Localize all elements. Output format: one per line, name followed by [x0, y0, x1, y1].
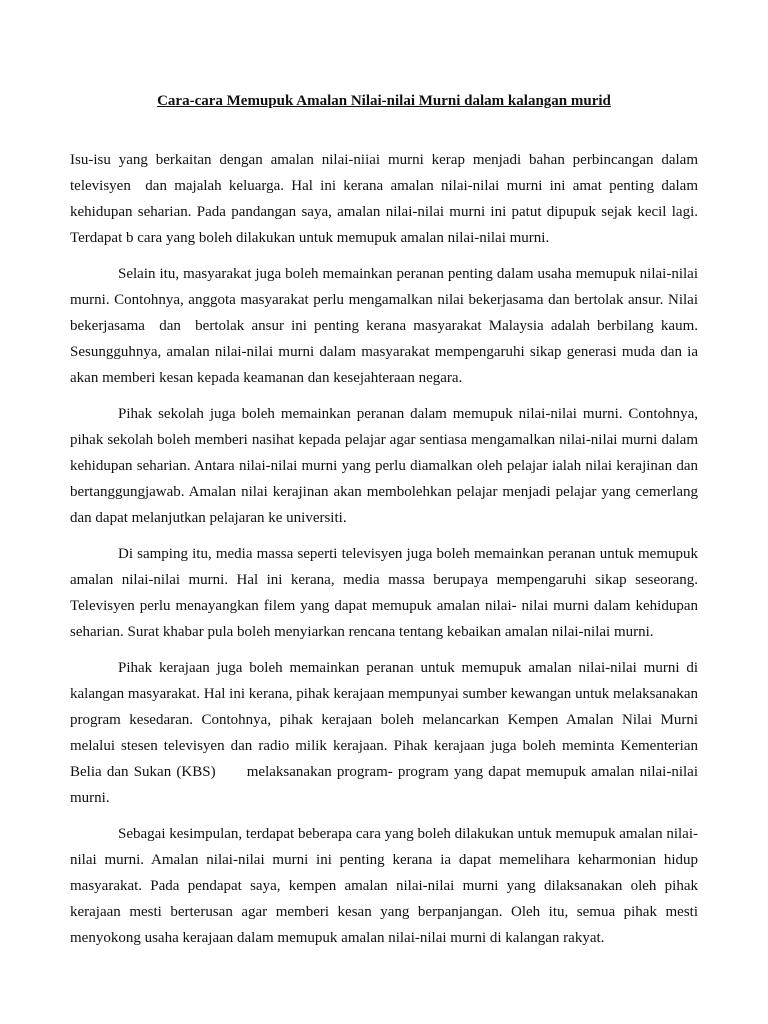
document-title: Cara-cara Memupuk Amalan Nilai-nilai Murni dalam kalangan murid — [157, 93, 611, 109]
paragraph-media-massa: Di samping itu, media massa seperti televisyen juga boleh memainkan peranan untuk memupuk amalan nilai-nilai murni. Hal ini kerana, media massa berupaya mempengaruhi sikap seseorang. Televisyen perlu menayangkan filem yang dapat memupuk amalan nilai- nilai murni dalam kehidupan seharian. Surat khabar pula boleh menyiarkan rencana tentang kebaikan amalan nilai-nilai murni. — [70, 546, 702, 640]
paragraph-introduction: Isu-isu yang berkaitan dengan amalan nilai-niiai murni kerap menjadi bahan perbincangan dalam televisyen dan majalah keluarga. Hal ini kerana amalan nilai-nilai murni ini amat penting dalam kehidupan seharian. Pada pandangan saya, amalan nilai-nilai murni ini patut dipupuk sejak kecil lagi. Terdapat b cara yang boleh dilakukan untuk memupuk amalan nilai-nilai murni. — [70, 152, 702, 246]
paragraph-kerajaan: Pihak kerajaan juga boleh memainkan peranan untuk memupuk amalan nilai-nilai murni di kalangan masyarakat. Hal ini kerana, pihak kerajaan mempunyai sumber kewangan untuk melaksanakan program kesedaran. Contohnya, pihak kerajaan boleh melancarkan Kempen Amalan Nilai Murni melalui stesen televisyen dan radio milik kerajaan. Pihak kerajaan juga boleh meminta Kementerian Belia dan Sukan (KBS) melaksanakan program- program yang dapat memupuk amalan nilai-nilai murni. — [70, 660, 702, 806]
paragraph-masyarakat: Selain itu, masyarakat juga boleh memainkan peranan penting dalam usaha memupuk nilai-nilai murni. Contohnya, anggota masyarakat perlu mengamalkan nilai bekerjasama dan bertolak ansur. Nilai bekerjasama dan bertolak ansur ini penting kerana masyarakat Malaysia adalah berbilang kaum. Sesungguhnya, amalan nilai-nilai murni dalam masyarakat mempengaruhi sikap generasi muda dan ia akan memberi kesan kepada keamanan dan kesejahteraan negara. — [70, 266, 702, 386]
paragraph-kesimpulan: Sebagai kesimpulan, terdapat beberapa cara yang boleh dilakukan untuk memupuk amalan nilai-nilai murni. Amalan nilai-nilai murni ini penting kerana ia dapat memelihara keharmonian hidup masyarakat. Pada pendapat saya, kempen amalan nilai-nilai murni yang dilaksanakan oleh pihak kerajaan mesti berterusan agar memberi kesan yang berpanjangan. Oleh itu, semua pihak mesti menyokong usaha kerajaan dalam memupuk amalan nilai-nilai murni di kalangan rakyat. — [70, 826, 702, 946]
paragraph-sekolah: Pihak sekolah juga boleh memainkan peranan dalam memupuk nilai-nilai murni. Contohnya, pihak sekolah boleh memberi nasihat kepada pelajar agar sentiasa mengamalkan nilai-nilai murni dalam kehidupan seharian. Antara nilai-nilai murni yang perlu diamalkan oleh pelajar ialah nilai kerajinan dan bertanggungjawab. Amalan nilai kerajinan akan membolehkan pelajar menjadi pelajar yang cemerlang dan dapat melanjutkan pelajaran ke universiti. — [70, 406, 702, 526]
